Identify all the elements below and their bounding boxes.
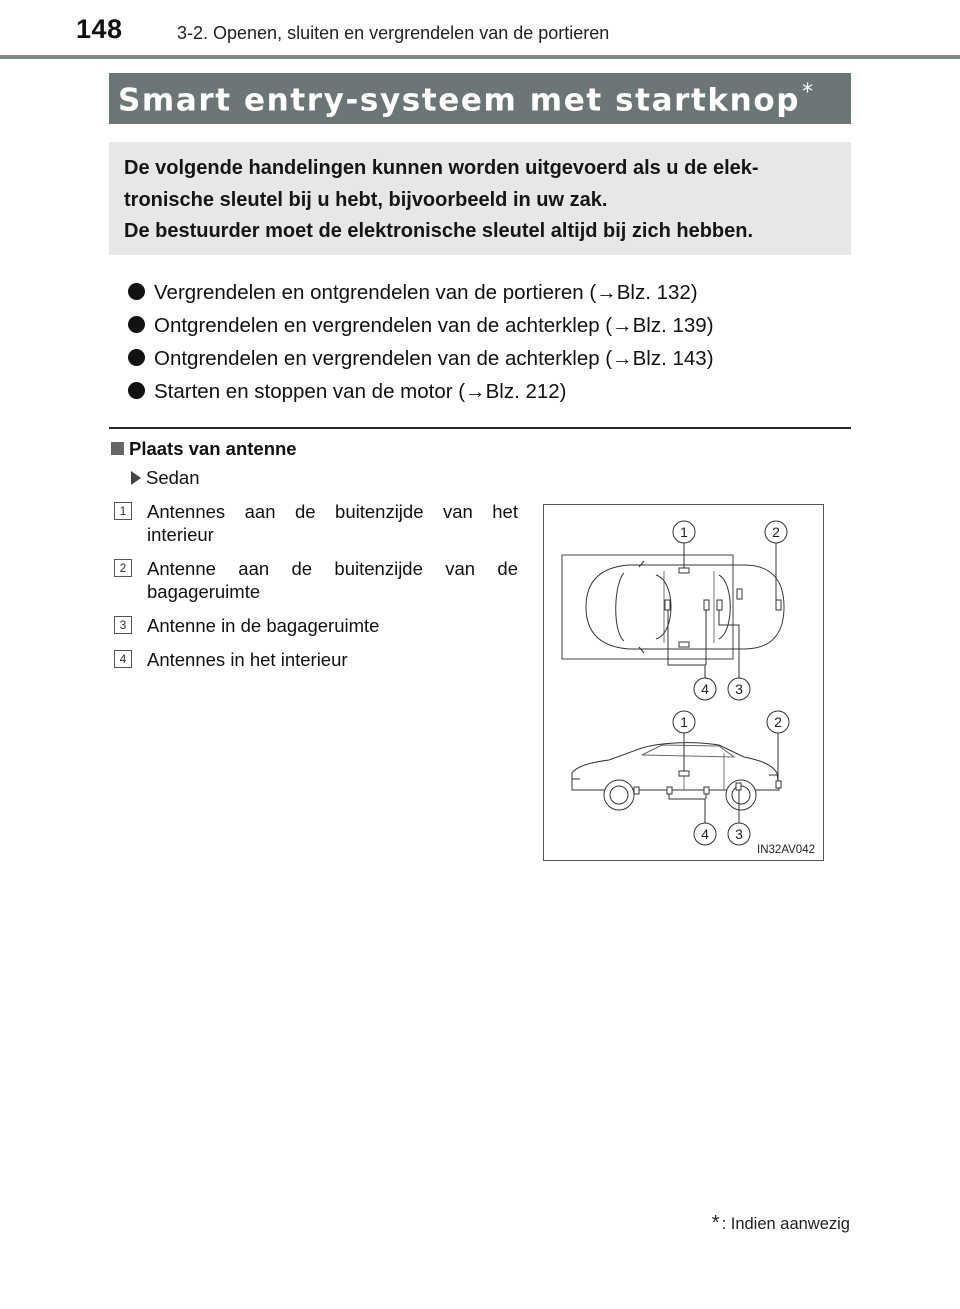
legend-item — [114, 614, 518, 637]
intro-line-1: De volgende handelingen kunnen worden uitgevoerd als u de elek- — [124, 157, 759, 179]
bullet-icon — [128, 316, 145, 333]
number-badge: 1 — [114, 502, 132, 520]
legend-item — [114, 557, 518, 603]
page-number: 148 — [76, 14, 123, 44]
title-bar — [109, 73, 851, 124]
callout-3: 3 — [735, 681, 743, 697]
legend-text: Antennes aan de buitenzijde van het interieur — [147, 501, 518, 545]
legend-text: Antenne in de bagageruimte — [147, 615, 380, 636]
legend-text: Antenne aan de buitenzijde van de bagageruimte — [147, 558, 518, 602]
callout-1: 1 — [680, 524, 688, 540]
legend-text: Antennes in het interieur — [147, 649, 348, 670]
header-rule — [0, 55, 960, 59]
list-item: Ontgrendelen en vergrendelen van de achterklep (→Blz. 143) — [128, 342, 714, 375]
square-icon — [111, 442, 124, 455]
intro-line-2: tronische sleutel bij u hebt, bijvoorbeeld in uw zak. — [124, 189, 608, 211]
feature-list — [128, 276, 714, 408]
bullet-icon — [128, 349, 145, 366]
page-title: Smart entry-systeem met startknop* — [118, 80, 815, 119]
callout-3: 3 — [735, 826, 743, 842]
list-item: Vergrendelen en ontgrendelen van de portieren (→Blz. 132) — [128, 276, 714, 309]
list-item: Ontgrendelen en vergrendelen van de achterklep (→Blz. 139) — [128, 309, 714, 342]
number-badge: 4 — [114, 650, 132, 668]
section-heading: Plaats van antenne — [111, 438, 297, 460]
callout-4: 4 — [701, 681, 709, 697]
callout-2: 2 — [774, 714, 782, 730]
number-badge: 3 — [114, 616, 132, 634]
antenna-location-figure — [543, 504, 824, 861]
antenna-legend — [114, 500, 518, 682]
intro-line-3: De bestuurder moet de elektronische sleutel altijd bij zich hebben. — [124, 220, 754, 242]
legend-item — [114, 500, 518, 546]
section-rule — [109, 427, 851, 429]
intro-box — [109, 142, 851, 255]
legend-item — [114, 648, 518, 671]
callout-4: 4 — [701, 826, 709, 842]
car-diagram — [544, 505, 825, 862]
bullet-icon — [128, 382, 145, 399]
running-header: 3-2. Openen, sluiten en vergrendelen van de portieren — [177, 23, 610, 43]
footnote: * : Indien aanwezig — [711, 1212, 850, 1234]
callout-1: 1 — [680, 714, 688, 730]
triangle-icon — [131, 471, 141, 485]
subsection-heading: Sedan — [131, 467, 200, 489]
number-badge: 2 — [114, 559, 132, 577]
asterisk-mark: * — [802, 80, 815, 105]
list-item: Starten en stoppen van de motor (→Blz. 212) — [128, 375, 714, 408]
callout-2: 2 — [772, 524, 780, 540]
figure-code: IN32AV042 — [757, 844, 815, 856]
asterisk-mark: * — [711, 1212, 720, 1234]
bullet-icon — [128, 283, 145, 300]
